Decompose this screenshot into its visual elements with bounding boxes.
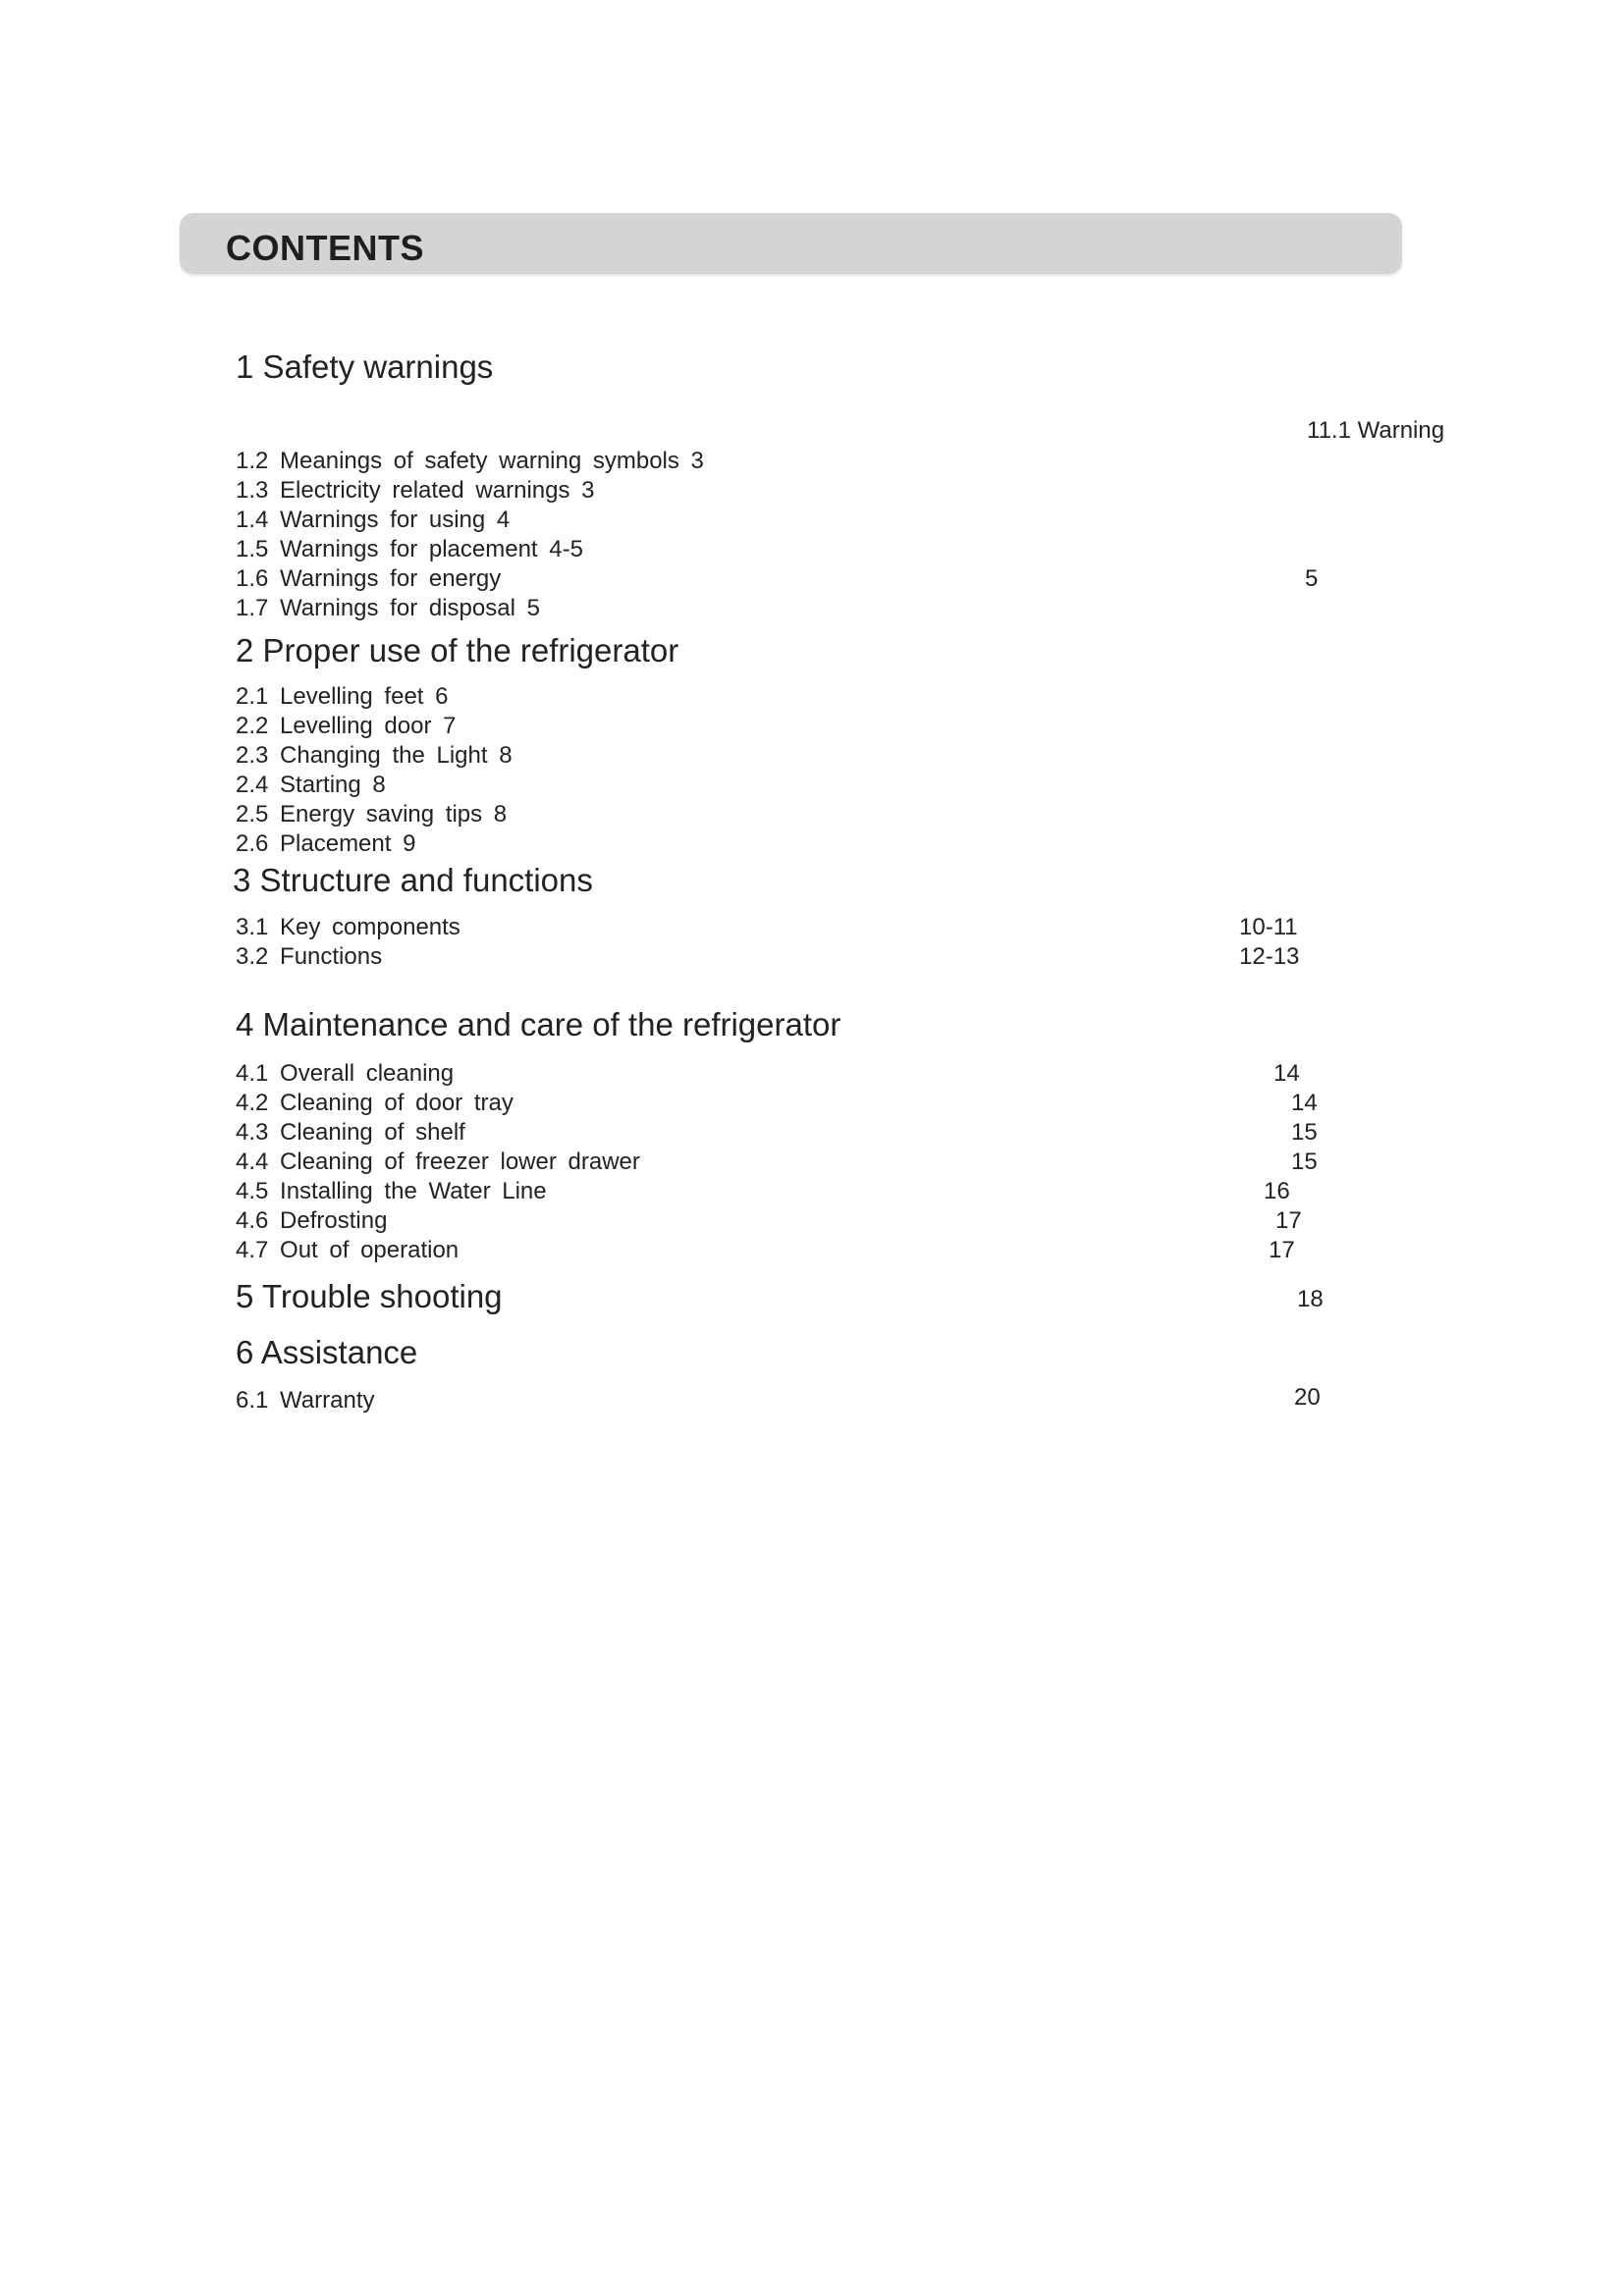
toc-item-1-6: 1.6 Warnings for energy <box>236 565 502 592</box>
toc-page-3-2: 12-13 <box>1239 943 1300 970</box>
toc-item-4-2: 4.2 Cleaning of door tray <box>236 1090 514 1116</box>
toc-page-3-1: 10-11 <box>1239 914 1298 940</box>
toc-item-2-4: 2.4 Starting 8 <box>236 772 386 798</box>
toc-item-2-3: 2.3 Changing the Light 8 <box>236 742 513 769</box>
toc-item-4-1: 4.1 Overall cleaning <box>236 1060 455 1087</box>
toc-page-4-2: 14 <box>1291 1090 1318 1116</box>
toc-item-1-7: 1.7 Warnings for disposal 5 <box>236 595 540 621</box>
toc-page-4-1: 14 <box>1273 1060 1300 1087</box>
toc-item-3-2: 3.2 Functions <box>236 943 383 970</box>
toc-item-4-6: 4.6 Defrosting <box>236 1207 388 1234</box>
toc-item-4-4: 4.4 Cleaning of freezer lower drawer <box>236 1148 640 1175</box>
toc-item-2-6: 2.6 Placement 9 <box>236 830 416 857</box>
toc-page-4-5: 16 <box>1264 1178 1290 1204</box>
toc-page-5: 18 <box>1297 1286 1324 1312</box>
toc-item-1-5: 1.5 Warnings for placement 4-5 <box>236 536 583 562</box>
toc-item-1-2: 1.2 Meanings of safety warning symbols 3 <box>236 448 704 474</box>
section-1-title: 1 Safety warnings <box>236 348 494 385</box>
toc-item-4-3: 4.3 Cleaning of shelf <box>236 1119 465 1146</box>
section-4-title: 4 Maintenance and care of the refrigerator <box>236 1006 841 1042</box>
toc-page-6-1: 20 <box>1294 1384 1321 1411</box>
contents-header-bar <box>180 213 1402 274</box>
toc-item-2-1: 2.1 Levelling feet 6 <box>236 683 449 710</box>
section-3-title: 3 Structure and functions <box>233 862 593 898</box>
toc-item-4-7: 4.7 Out of operation <box>236 1237 460 1263</box>
toc-page-1-6: 5 <box>1305 565 1319 592</box>
section-5-title: 5 Trouble shooting <box>236 1278 503 1314</box>
page-title: CONTENTS <box>226 228 424 268</box>
section-1-top-right-label: 11.1 Warning <box>1307 417 1445 444</box>
section-2-title: 2 Proper use of the refrigerator <box>236 632 679 668</box>
toc-item-3-1: 3.1 Key components <box>236 914 460 940</box>
toc-item-6-1: 6.1 Warranty <box>236 1387 375 1414</box>
toc-item-2-2: 2.2 Levelling door 7 <box>236 713 457 739</box>
toc-page-4-4: 15 <box>1291 1148 1318 1175</box>
toc-item-4-5: 4.5 Installing the Water Line <box>236 1178 547 1204</box>
section-6-title: 6 Assistance <box>236 1334 418 1370</box>
toc-item-2-5: 2.5 Energy saving tips 8 <box>236 801 508 828</box>
toc-item-1-4: 1.4 Warnings for using 4 <box>236 507 511 533</box>
toc-page-4-7: 17 <box>1269 1237 1295 1263</box>
toc-page-4-6: 17 <box>1275 1207 1302 1234</box>
toc-page-4-3: 15 <box>1291 1119 1318 1146</box>
toc-item-1-3: 1.3 Electricity related warnings 3 <box>236 477 595 504</box>
